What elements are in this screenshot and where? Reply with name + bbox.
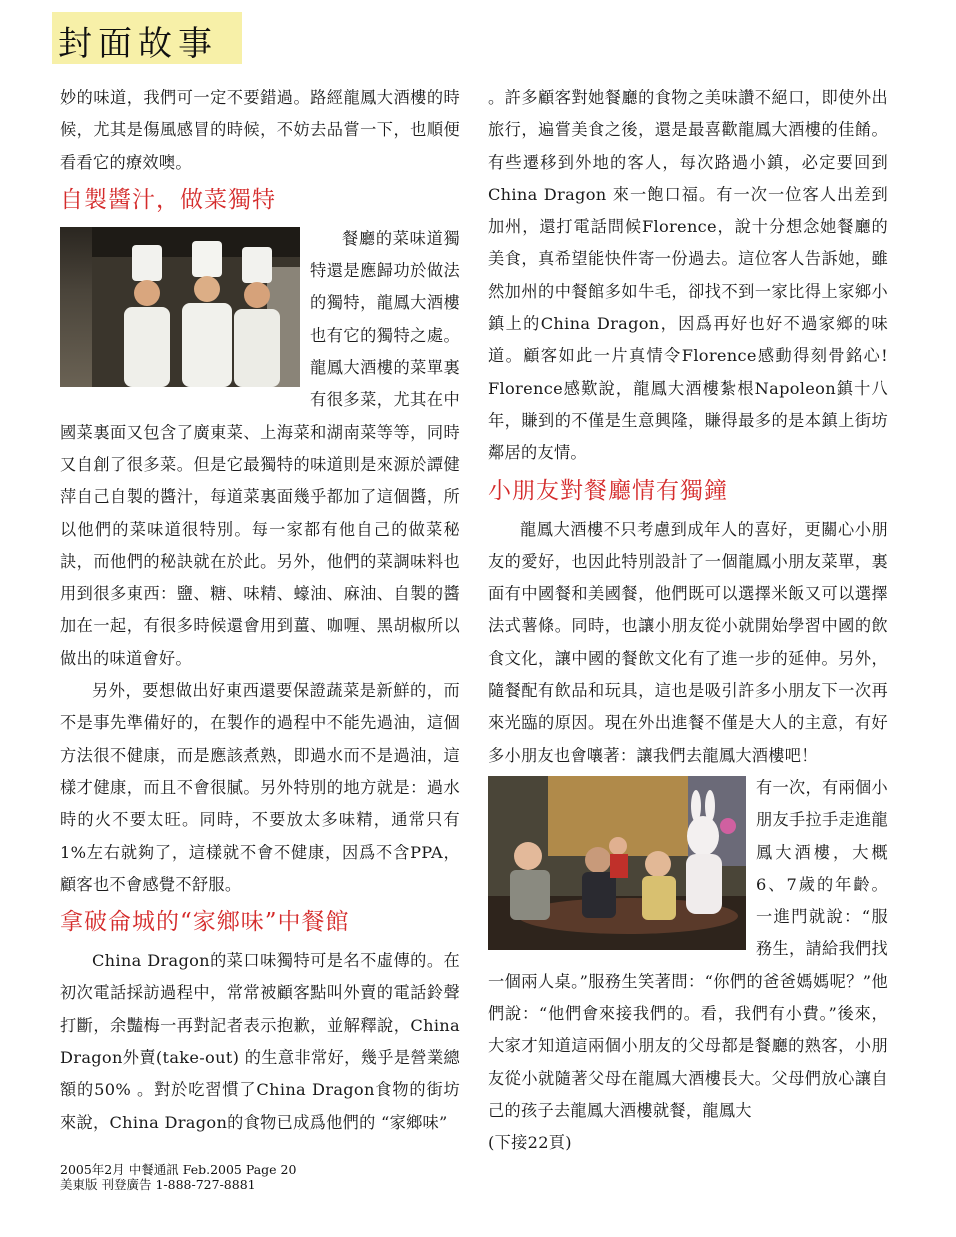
paragraph-customers: 。許多顧客對她餐廳的食物之美味讚不絕口，即使外出旅行，遍嘗美食之後，還是最喜歡龍鳳大酒樓的佳餚。有些遷移到外地的客人，每次路過小鎮，必定要回到China Dragon 來一飽口福。有一次一位客人出差到加州，還打電話問候Florence，說十分想念她餐廳的美食，真希望能快件寄一份過去。這位客人告訴她，雖然加州的中餐館多如牛毛，卻找不到一家比得上家鄉小鎮上的China Dragon，因爲再好也好不過家鄉的味道。顧客如此一片真情令Florence感動得刻骨銘心! Florence感歎說，龍鳳大酒樓紮根Napoleon鎮十八年，賺到的不僅是生意興隆，賺得最多的是本鎮上街坊鄰居的友情。 bbox=[488, 88, 888, 463]
family-photo bbox=[488, 776, 746, 950]
heading-children: 小朋友對餐廳情有獨鐘 bbox=[488, 477, 728, 504]
paragraph-intro: 妙的味道，我們可一定不要錯過。路經龍鳳大酒樓的時候，尤其是傷風感冒的時候，不妨去品嘗一下，也順便看看它的療效噢。 bbox=[60, 88, 460, 172]
heading-hometown: 拿破侖城的“家鄉味”中餐館 bbox=[60, 909, 350, 936]
paragraph-story-text: 有一次，有兩個小朋友手拉手走進龍鳳大酒樓，大概6、7歲的年齡。一進門就說：“服務生，請給我們找一個兩人桌。”服務生笑著問：“你們的爸爸媽媽呢？”他們說：“他們會來接我們的。看，我們有小費。”後來，大家才知道這兩個小朋友的父母都是餐廳的熟客，小朋友從小就隨著父母在龍鳳大酒樓長大。父母們放心讓自己的孩子去龍鳳大酒樓就餐，龍鳳大 bbox=[488, 777, 888, 1120]
paragraph-children: 龍鳳大酒樓不只考慮到成年人的喜好，更關心小朋友的愛好，也因此特別設計了一個龍鳳小朋友菜單，裏面有中國餐和美國餐，他們既可以選擇米飯又可以選擇法式薯條。同時，也讓小朋友從小就開始學習中國的飲食文化，讓中國的餐飲文化有了進一步的延伸。另外，隨餐配有飲品和玩具，這也是吸引許多小朋友下一次再來光臨的原因。現在外出進餐不僅是大人的主意，有好多小朋友也會嚷著：讓我們去龍鳳大酒樓吧！ bbox=[488, 519, 888, 765]
continued-note: (下接22頁) bbox=[488, 1133, 572, 1153]
paragraph-story bbox=[488, 772, 888, 1127]
chefs-illustration bbox=[92, 227, 300, 387]
paragraph-sauce bbox=[60, 223, 460, 675]
paragraph-vegetables: 另外，要想做出好東西還要保證蔬菜是新鮮的，而不是事先準備好的，在製作的過程中不能先過油，這個方法很不健康，而是應該煮熟，即過水而不是過油，這樣才健康，而且不會很膩。另外特別的地方就是：過水時的火不要太旺。同時，不要放太多味精，通常只有1%左右就夠了，這樣就不會不健康，因爲不含PPA，顧客也不會感覺不舒服。 bbox=[60, 681, 460, 894]
footer-issue-line: 2005年2月 中餐通訊 Feb.2005 Page 20 bbox=[60, 1162, 297, 1177]
right-column bbox=[488, 82, 888, 1160]
heading-sauce: 自製醬汁，做菜獨特 bbox=[60, 186, 276, 213]
chefs-photo bbox=[60, 227, 300, 387]
paragraph-hometown: China Dragon的菜口味獨特可是名不虛傳的。在初次電話採訪過程中，常常被顧客點叫外賣的電話鈴聲打斷，余豔梅一再對記者表示抱歉，並解釋說，China Dragon外賣(take-out) 的生意非常好，幾乎是營業總額的50% 。對於吃習慣了China Dragon食物的街坊來說，China Dragon的食物已成爲他們的 “家鄉味” bbox=[60, 951, 460, 1132]
paragraph-sauce-text: 餐廳的菜味道獨特還是應歸功於做法的獨特，龍鳳大酒樓也有它的獨特之處。龍鳳大酒樓的菜單裏有很多菜，尤其在中國菜裏面又包含了廣東菜、上海菜和湖南菜等等，同時又自創了很多菜。但是它最獨特的味道則是來源於譚健萍自己自製的醬汁，每道菜裏面幾乎都加了這個醬，所以他們的菜味道很特別。每一家都有他自己的做菜秘訣，而他們的秘訣就在於此。另外，他們的菜調味料也用到很多東西：鹽、糖、味精、蠔油、麻油、自製的醬加在一起，有很多時候還會用到薑、咖喱、黑胡椒所以做出的味道會好。 bbox=[60, 228, 460, 668]
family-illustration bbox=[488, 776, 746, 950]
left-column bbox=[60, 82, 460, 1139]
section-title: 封面故事 bbox=[58, 24, 218, 64]
footer-ad-line: 美東版 刊登廣告 1-888-727-8881 bbox=[60, 1177, 256, 1192]
section-header-tag bbox=[52, 12, 242, 64]
page-footer bbox=[60, 1162, 296, 1192]
